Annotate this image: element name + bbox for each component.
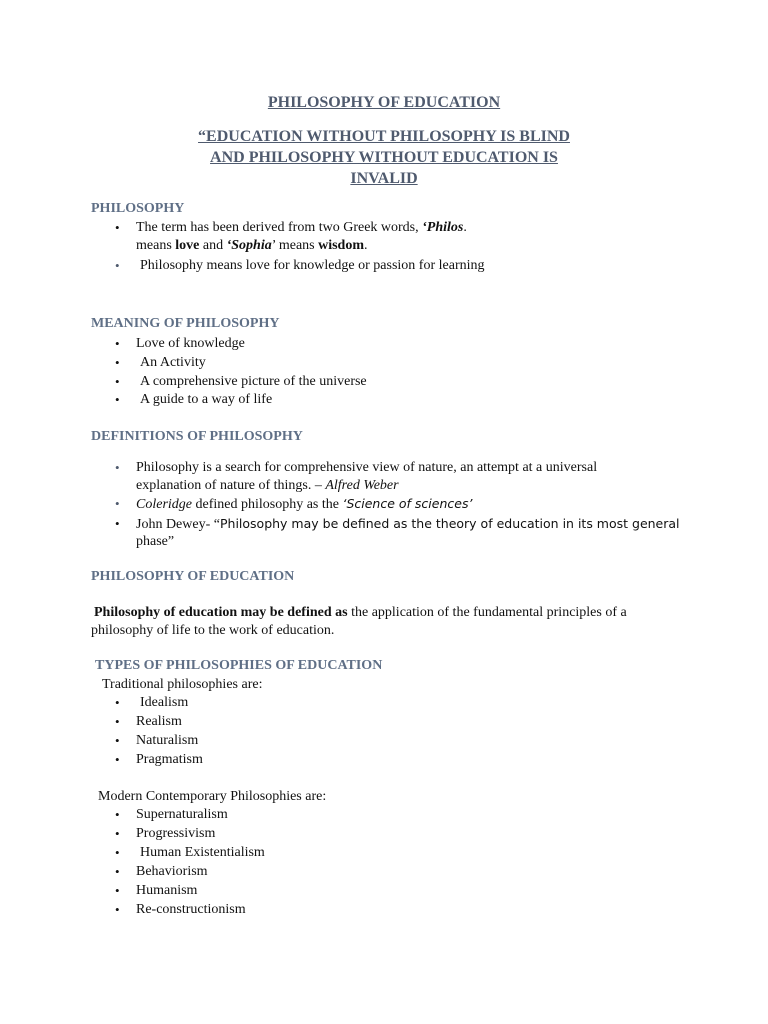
list-item: Philosophy means love for knowledge or passion for learning <box>140 258 485 273</box>
bullet-icon: • <box>115 374 120 389</box>
list-item: Pragmatism <box>136 752 203 767</box>
list-item: Supernaturalism <box>136 807 228 822</box>
definition-paragraph-continuation: philosophy of life to the work of education. <box>91 623 335 638</box>
list-item: Realism <box>136 714 182 729</box>
quote-line: “EDUCATION WITHOUT PHILOSOPHY IS BLIND <box>198 128 570 145</box>
section-heading-meaning: MEANING OF PHILOSOPHY <box>91 316 280 331</box>
bullet-icon: • <box>115 714 120 729</box>
bullet-icon: • <box>115 496 120 511</box>
bullet-icon: • <box>115 258 120 273</box>
bullet-icon: • <box>115 883 120 898</box>
list-item: An Activity <box>140 355 206 370</box>
bullet-icon: • <box>115 336 120 351</box>
bullet-icon: • <box>115 220 120 235</box>
section-heading-definitions: DEFINITIONS OF PHILOSOPHY <box>91 429 303 444</box>
quote-line: INVALID <box>350 170 418 187</box>
list-item: Human Existentialism <box>140 845 265 860</box>
page-title: PHILOSOPHY OF EDUCATION <box>267 94 501 111</box>
bullet-icon: • <box>115 516 120 531</box>
bullet-icon: • <box>115 864 120 879</box>
bullet-icon: • <box>115 826 120 841</box>
list-item: A comprehensive picture of the universe <box>140 374 367 389</box>
list-item: Re-constructionism <box>136 902 246 917</box>
list-item-continuation: phase” <box>136 534 175 549</box>
traditional-label: Traditional philosophies are: <box>102 677 263 692</box>
bullet-icon: • <box>115 460 120 475</box>
list-item: Love of knowledge <box>136 336 245 351</box>
bullet-icon: • <box>115 392 120 407</box>
list-item: John Dewey- “Philosophy may be defined as the theory of education in its most general <box>136 516 680 532</box>
list-item: Behaviorism <box>136 864 208 879</box>
list-item: Naturalism <box>136 733 199 748</box>
bullet-icon: • <box>115 752 120 767</box>
quote-line: AND PHILOSOPHY WITHOUT EDUCATION IS <box>210 149 558 166</box>
list-item: Progressivism <box>136 826 216 841</box>
list-item-continuation: explanation of nature of things. – Alfred Weber <box>136 478 399 493</box>
bullet-icon: • <box>115 355 120 370</box>
list-item: Philosophy is a search for comprehensive view of nature, an attempt at a universal <box>136 460 598 475</box>
list-item: Idealism <box>140 695 189 710</box>
definition-paragraph: Philosophy of education may be defined as the application of the fundamental principles of a <box>94 605 627 620</box>
section-heading-philosophy: PHILOSOPHY <box>91 201 185 216</box>
section-heading-philosophy-of-education: PHILOSOPHY OF EDUCATION <box>91 569 295 584</box>
bullet-icon: • <box>115 733 120 748</box>
bullet-icon: • <box>115 807 120 822</box>
bullet-icon: • <box>115 902 120 917</box>
list-item: Coleridge defined philosophy as the ‘Science of sciences’ <box>136 496 473 512</box>
bullet-icon: • <box>115 695 120 710</box>
list-item-continuation: means love and ‘Sophia’ means wisdom. <box>136 238 368 253</box>
list-item: Humanism <box>136 883 198 898</box>
list-item: The term has been derived from two Greek words, ‘Philos. <box>136 220 467 235</box>
bullet-icon: • <box>115 845 120 860</box>
section-heading-types: TYPES OF PHILOSOPHIES OF EDUCATION <box>95 658 383 673</box>
modern-label: Modern Contemporary Philosophies are: <box>98 789 327 804</box>
list-item: A guide to a way of life <box>140 392 273 407</box>
quote-block <box>160 126 608 189</box>
